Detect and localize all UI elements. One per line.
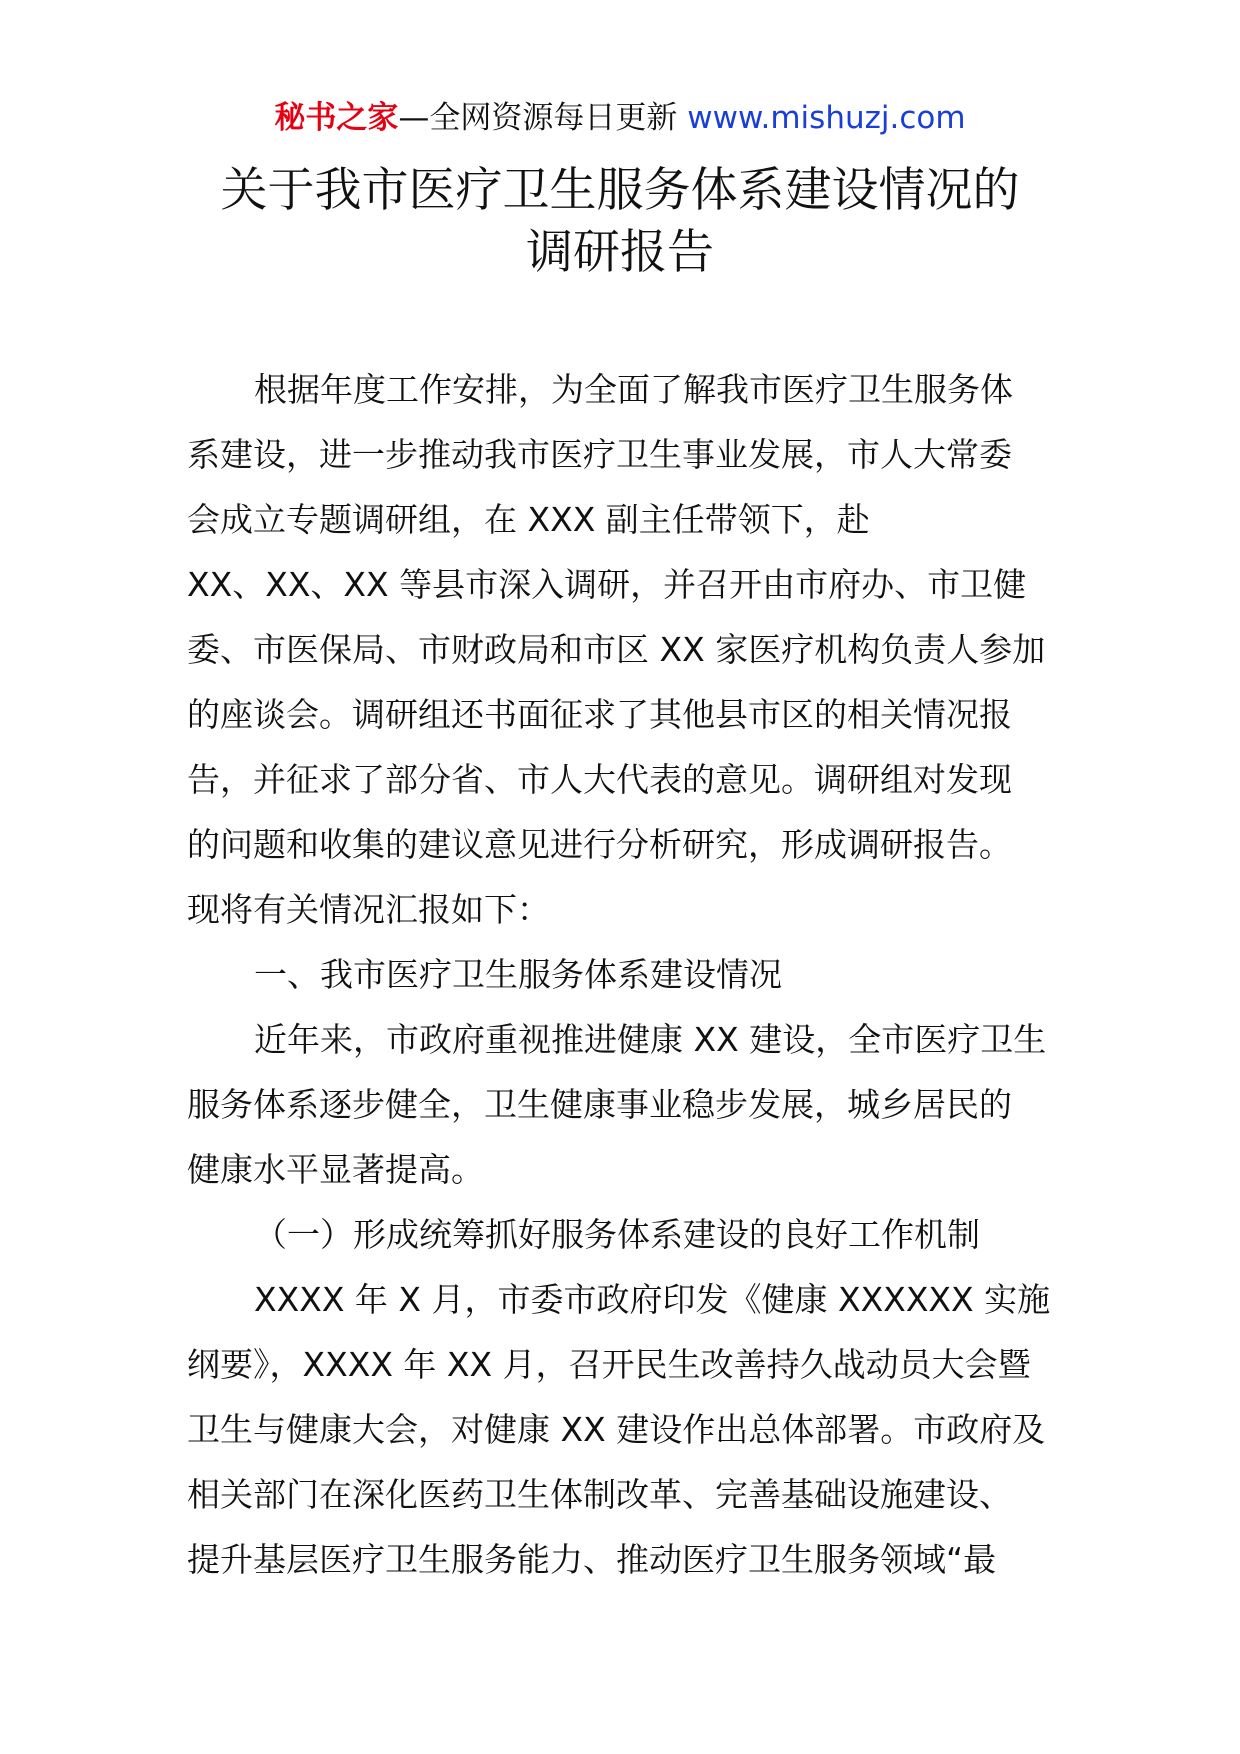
brand-name: 秘书之家 — [274, 100, 399, 136]
title-line-2: 调研报告 — [526, 225, 714, 280]
body-line: 现将有关情况汇报如下： — [187, 890, 550, 929]
body-line: XX、XX、XX 等县市深入调研，并召开由市府办、市卫健 — [187, 565, 1027, 604]
site-header — [0, 96, 1240, 140]
body-line: 告，并征求了部分省、市人大代表的意见。调研组对发现 — [187, 760, 1012, 799]
body-line: 相关部门在深化医药卫生体制改革、完善基础设施建设、 — [187, 1475, 1012, 1514]
section-heading: 一、我市医疗卫生服务体系建设情况 — [254, 955, 782, 994]
body-line: 服务体系逐步健全，卫生健康事业稳步发展，城乡居民的 — [187, 1085, 1012, 1124]
body-line: 系建设，进一步推动我市医疗卫生事业发展，市人大常委 — [187, 435, 1012, 474]
body-line: XXXX 年 X 月，市委市政府印发《健康 XXXXXX 实施 — [254, 1280, 1051, 1319]
body-line: 会成立专题调研组，在 XXX 副主任带领下，赴 — [187, 500, 870, 539]
subsection-heading: （一）形成统筹抓好服务体系建设的良好工作机制 — [254, 1215, 980, 1254]
body-line: 委、市医保局、市财政局和市区 XX 家医疗机构负责人参加 — [187, 630, 1046, 669]
body-line: 根据年度工作安排，为全面了解我市医疗卫生服务体 — [254, 370, 1013, 409]
body-line: 提升基层医疗卫生服务能力、推动医疗卫生服务领域“最 — [187, 1540, 997, 1579]
document-body — [187, 357, 1053, 1592]
body-line: 纲要》，XXXX 年 XX 月，召开民生改善持久战动员大会暨 — [187, 1345, 1031, 1384]
document-title — [0, 160, 1240, 284]
header-tagline: —全网资源每日更新 — [398, 100, 678, 136]
body-line: 近年来，市政府重视推进健康 XX 建设，全市医疗卫生 — [254, 1020, 1047, 1059]
site-url-link[interactable]: www.mishuzj.com — [687, 100, 966, 136]
body-line: 卫生与健康大会，对健康 XX 建设作出总体部署。市政府及 — [187, 1410, 1046, 1449]
body-line: 的问题和收集的建议意见进行分析研究，形成调研报告。 — [187, 825, 1012, 864]
body-line: 健康水平显著提高。 — [187, 1150, 484, 1189]
title-line-1: 关于我市医疗卫生服务体系建设情况的 — [220, 163, 1020, 218]
body-line: 的座谈会。调研组还书面征求了其他县市区的相关情况报 — [187, 695, 1012, 734]
